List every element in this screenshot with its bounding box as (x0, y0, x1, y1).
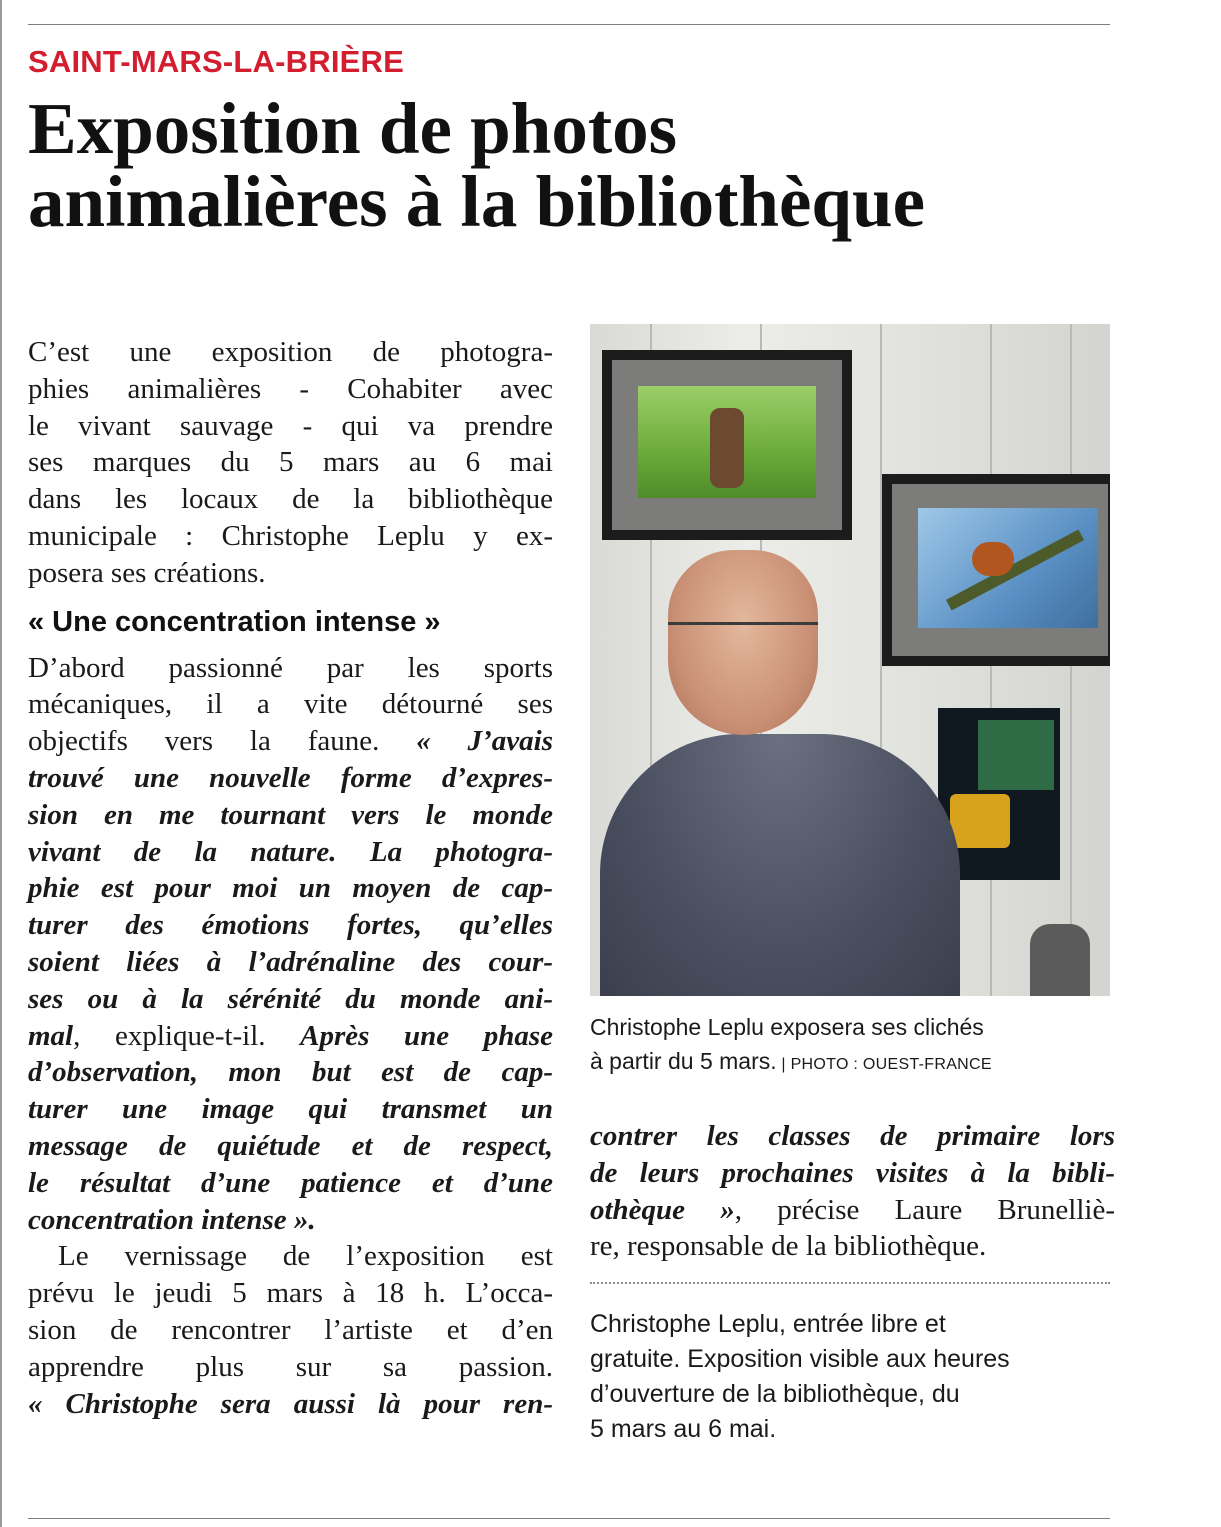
page-left-border (0, 0, 2, 1527)
headline-line-2: animalières à la bibliothèque (28, 161, 926, 242)
quote-text: Après une phase (300, 1019, 554, 1052)
body-text: objectifs vers la faune. (28, 725, 417, 758)
body-line: C’est une exposition de photogra- (28, 336, 553, 368)
poster-image (978, 720, 1054, 790)
caption-text: à partir du 5 mars. (590, 1048, 777, 1074)
headline-line-1: Exposition de photos (28, 88, 678, 169)
glasses (668, 622, 818, 625)
body-line: prévu le jeudi 5 mars à 18 h. L’occa- (28, 1277, 553, 1310)
section-subhead: « Une concentration intense » (28, 605, 441, 638)
quote-line: trouvé une nouvelle forme d’expres- (28, 761, 553, 794)
quote-line: message de quiétude et de respect, (28, 1129, 553, 1162)
body-text: , précise Laure Brunelliè- (734, 1193, 1115, 1226)
body-line (28, 1018, 553, 1055)
quote-line: sion en me tournant vers le monde (28, 798, 553, 831)
decor-ornament (1030, 924, 1090, 996)
body-line (590, 1192, 1115, 1229)
info-line: 5 mars au 6 mai. (590, 1415, 777, 1443)
quote-text: othèque » (590, 1193, 735, 1226)
body-line: sion de rencontrer l’artiste et d’en (28, 1313, 553, 1346)
quote-line: turer une image qui transmet un (28, 1093, 553, 1126)
body-line: municipale : Christophe Leplu y ex- (28, 519, 553, 552)
body-line (28, 723, 553, 760)
body-line: ses marques du 5 mars au 6 mai (28, 446, 553, 479)
info-line: gratuite. Exposition visible aux heures (590, 1345, 1010, 1373)
article-photo (590, 324, 1110, 996)
quote-text: « J’avais (416, 725, 553, 758)
body-line: D’abord passionné par les sports (28, 651, 553, 684)
quote-line: concentration intense ». (28, 1203, 316, 1236)
deer-shape (710, 408, 744, 488)
quote-line: « Christophe sera aussi là pour ren- (28, 1387, 553, 1420)
body-line: mécaniques, il a vite détourné ses (28, 688, 553, 721)
quote-line: de leurs prochaines visites à la bibli- (590, 1156, 1115, 1189)
body-line: le vivant sauvage - qui va prendre (28, 409, 553, 442)
caption-line-2 (590, 1044, 1130, 1082)
quote-line: vivant de la nature. La photogra- (28, 835, 553, 868)
dotted-separator (590, 1282, 1110, 1284)
quote-line: phie est pour moi un moyen de cap- (28, 872, 553, 905)
practical-info (590, 1307, 1130, 1447)
bottom-rule (28, 1518, 1110, 1519)
quote-line: d’observation, mon but est de cap- (28, 1056, 553, 1089)
body-line: phies animalières - Cohabiter avec (28, 372, 553, 405)
photo-credit: | PHOTO : OUEST-FRANCE (776, 1056, 992, 1073)
quote-line: ses ou à la sérénité du monde ani- (28, 982, 553, 1015)
photo-caption (590, 1010, 1130, 1082)
article-body-left-column (28, 334, 553, 1422)
body-line: posera ses créations. (28, 556, 266, 589)
body-text: , explique-t-il. (73, 1019, 301, 1052)
quote-text: mal (28, 1019, 74, 1052)
person-sweater (600, 734, 960, 996)
poster-image (950, 794, 1010, 848)
location-kicker: SAINT-MARS-LA-BRIÈRE (28, 44, 404, 79)
body-line: apprendre plus sur sa passion. (28, 1350, 553, 1383)
article-headline (28, 88, 1128, 242)
quote-line: contrer les classes de primaire lors (590, 1120, 1115, 1152)
person-head (668, 550, 818, 735)
info-line: Christophe Leplu, entrée libre et (590, 1310, 946, 1338)
info-line: d’ouverture de la bibliothèque, du (590, 1380, 960, 1408)
caption-line-1: Christophe Leplu exposera ses clichés (590, 1014, 984, 1040)
squirrel-shape (972, 542, 1014, 576)
body-line: Le vernissage de l’exposition est (58, 1240, 553, 1273)
article-body-right-column (590, 1118, 1115, 1265)
quote-line: soient liées à l’adrénaline des cour- (28, 945, 553, 978)
quote-line: turer des émotions fortes, qu’elles (28, 909, 553, 942)
quote-line: le résultat d’une patience et d’une (28, 1166, 553, 1199)
body-line: dans les locaux de la bibliothèque (28, 483, 553, 516)
top-rule (28, 24, 1110, 25)
body-line: re, responsable de la bibliothèque. (590, 1230, 987, 1263)
